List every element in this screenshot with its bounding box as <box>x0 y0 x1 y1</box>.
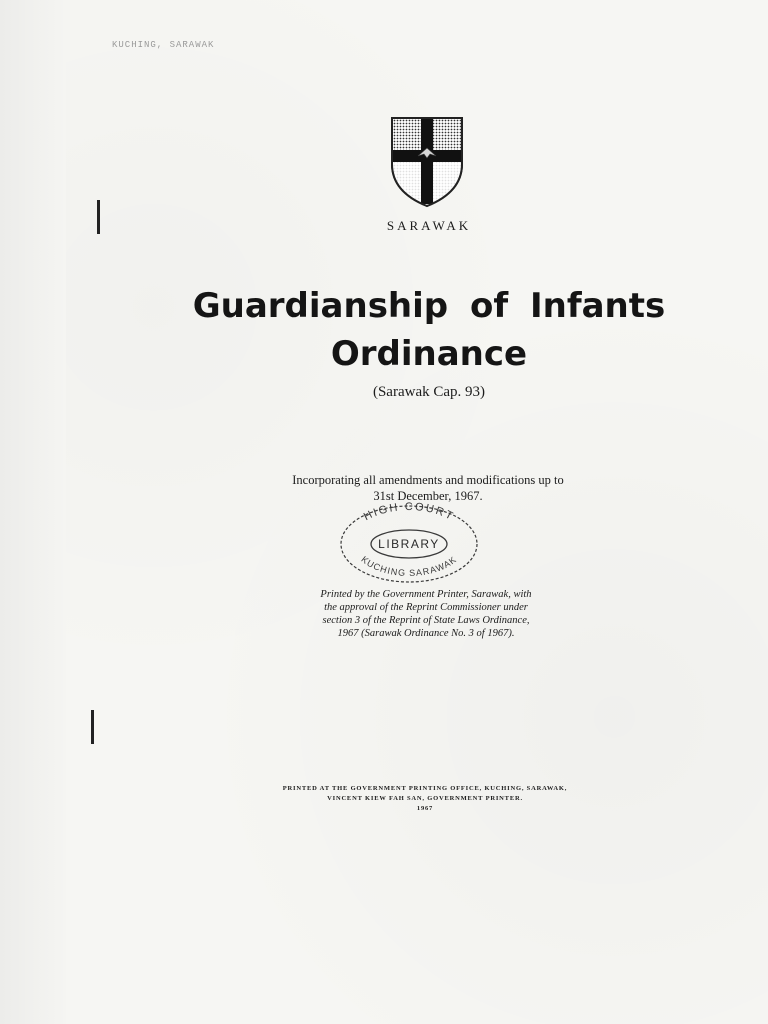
incorporating-line-1: Incorporating all amendments and modifications up to <box>292 473 564 487</box>
margin-mark-bottom <box>91 710 94 744</box>
imprint-year: 1967 <box>416 805 434 812</box>
stamp-bottom-text: KUCHING SARAWAK <box>359 554 459 579</box>
imprint-line-2: VINCENT KIEW FAH SAN, GOVERNMENT PRINTER. <box>327 795 523 802</box>
crest-icon <box>390 116 464 208</box>
country-heading: SARAWAK <box>386 218 472 233</box>
imprint-line-1: PRINTED AT THE GOVERNMENT PRINTING OFFICE, KUCHING, SARAWAK, <box>282 785 568 792</box>
stamp-top-text: HIGH COURT <box>361 500 457 524</box>
printing-line-3: section 3 of the Reprint of State Laws Ordinance, <box>322 615 530 626</box>
printer-imprint <box>270 784 580 814</box>
library-stamp <box>336 500 482 588</box>
svg-text:HIGH COURT <box>362 501 456 523</box>
stamp-middle-text: LIBRARY <box>378 537 440 551</box>
corner-note: KUCHING, SARAWAK <box>112 40 215 50</box>
printing-line-4: 1967 (Sarawak Ordinance No. 3 of 1967). <box>337 628 515 639</box>
scan-edge <box>0 0 66 1024</box>
printing-line-1: Printed by the Government Printer, Sarawak, with <box>320 589 532 600</box>
document-title <box>0 282 768 378</box>
title-line-2: Ordinance <box>330 334 528 374</box>
printing-statement <box>290 588 562 640</box>
incorporating-line-2: 31st December, 1967. <box>373 489 483 503</box>
printing-line-2: the approval of the Reprint Commissioner under <box>324 602 528 613</box>
title-line-1: Guardianship of Infants <box>192 286 666 326</box>
chapter-reference: (Sarawak Cap. 93) <box>372 384 486 400</box>
